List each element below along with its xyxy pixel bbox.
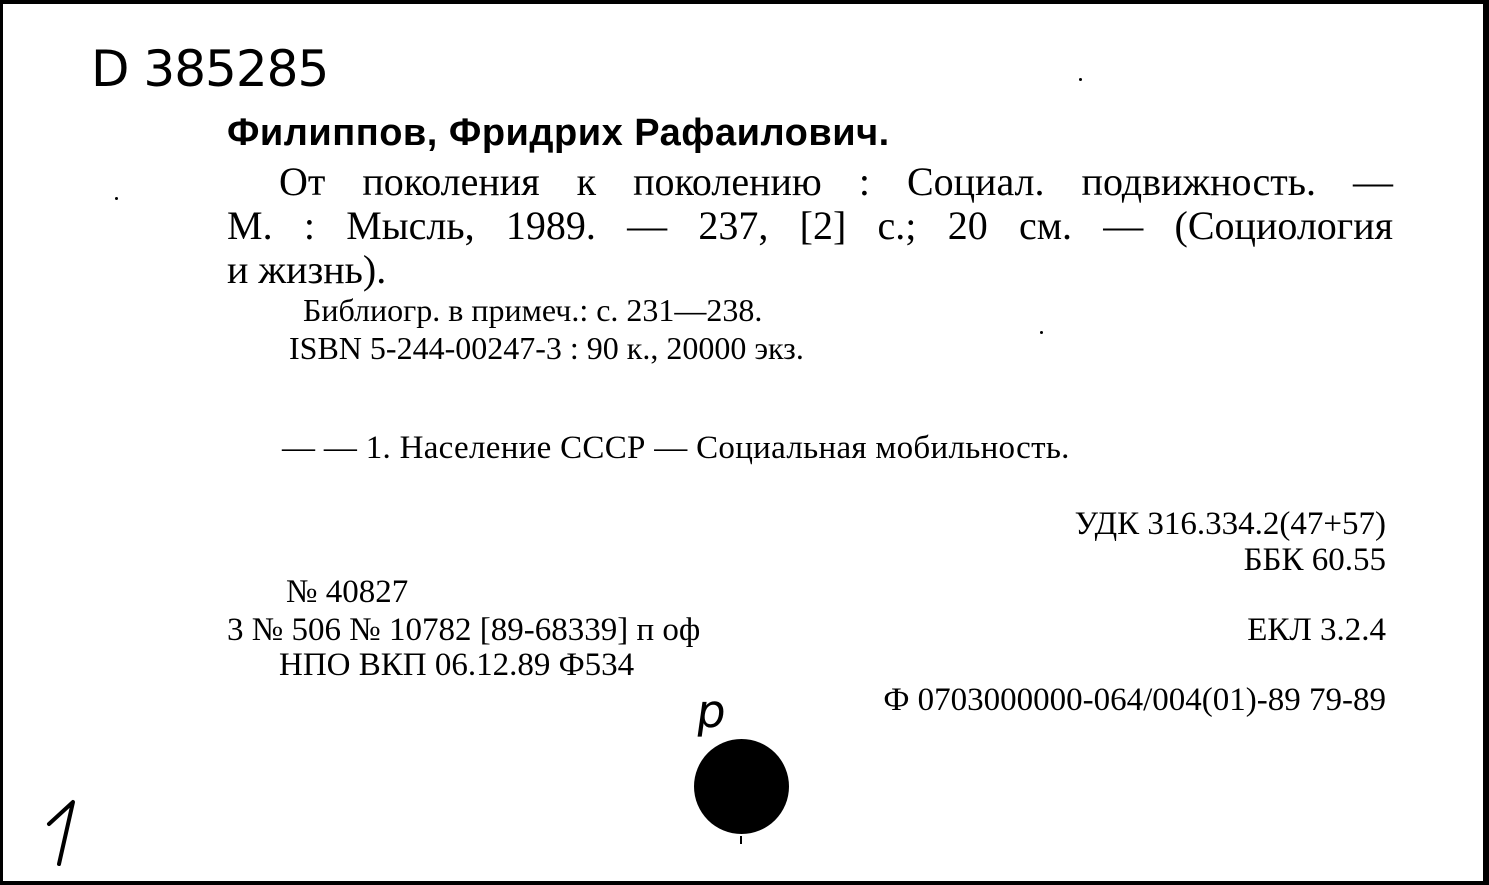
subject-heading: — — 1. Население СССР — Социальная мобильность. bbox=[282, 430, 1070, 466]
speck bbox=[1079, 78, 1082, 81]
f-code: Ф 0703000000-064/004(01)-89 79-89 bbox=[883, 682, 1386, 718]
handwritten-1-mark bbox=[43, 794, 93, 874]
udk-code: УДК 316.334.2(47+57) bbox=[1074, 506, 1386, 542]
call-number: D 385285 bbox=[91, 40, 329, 98]
title-line-2: М. : Мысль, 1989. — 237, [2] с.; 20 см. — (Социология bbox=[227, 203, 1393, 248]
record-number: № 40827 bbox=[286, 574, 409, 610]
ekl-code: ЕКЛ 3.2.4 bbox=[1247, 612, 1386, 648]
speck bbox=[1040, 331, 1043, 334]
order-line: 3 № 506 № 10782 [89-68339] п оф bbox=[227, 612, 701, 648]
author-heading: Филиппов, Фридрих Рафаилович. bbox=[227, 112, 890, 154]
publisher-info: НПО ВКП 06.12.89 Ф534 bbox=[279, 647, 635, 683]
isbn-line: ISBN 5-244-00247-3 : 90 к., 20000 экз. bbox=[289, 330, 804, 366]
title-line-3: и жизнь). bbox=[227, 247, 387, 292]
bibliography-note: Библиогр. в примеч.: с. 231—238. bbox=[303, 292, 763, 328]
title-line-1: От поколения к поколению : Социал. подвижность. — bbox=[279, 159, 1393, 204]
handwritten-p-mark: р bbox=[693, 684, 730, 738]
bbk-code: ББК 60.55 bbox=[1243, 542, 1386, 578]
speck bbox=[740, 836, 742, 844]
punch-hole bbox=[694, 739, 789, 834]
speck bbox=[115, 197, 118, 200]
